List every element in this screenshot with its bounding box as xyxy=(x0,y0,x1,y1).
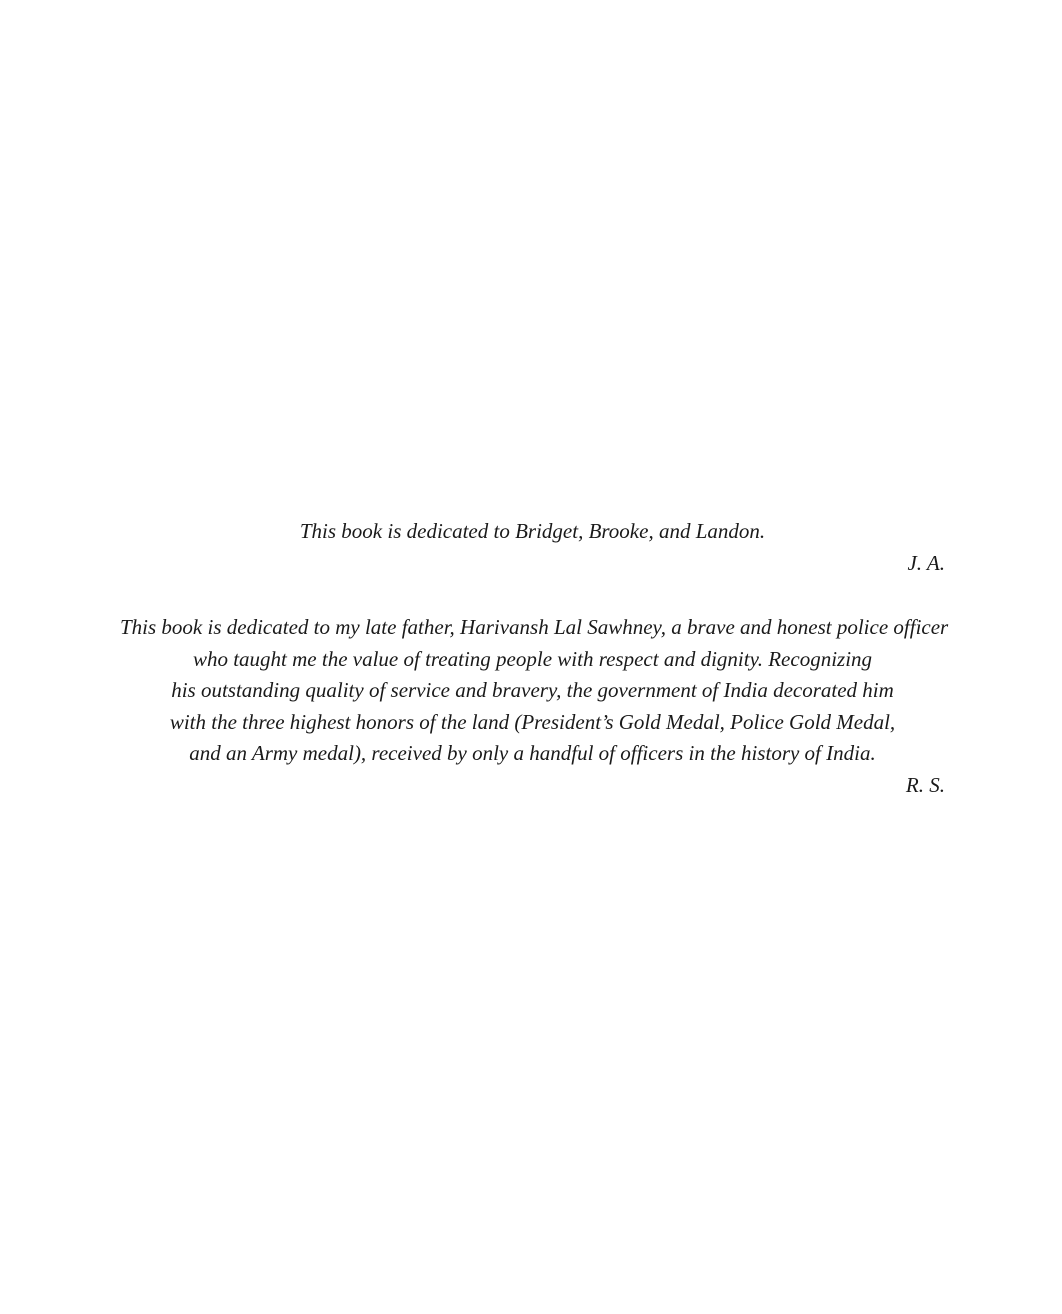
dedication-text-line: and an Army medal), received by only a handful of officers in the history of India. xyxy=(189,741,876,765)
dedication-signature: J. A. xyxy=(907,550,945,575)
dedication-second xyxy=(120,612,949,801)
dedication-first xyxy=(120,516,945,579)
dedication-text-line: with the three highest honors of the land (President’s Gold Medal, Police Gold Medal, xyxy=(169,709,896,734)
dedication-text-line: This book is dedicated to Bridget, Brooke, and Landon. xyxy=(299,519,766,543)
dedication-signature: R. S. xyxy=(905,772,945,797)
dedication-text-line: This book is dedicated to my late father, Harivansh Lal Sawhney, a brave and honest police officer xyxy=(120,615,949,639)
dedication-text-line: who taught me the value of treating people with respect and dignity. Recognizing xyxy=(192,646,873,671)
dedication-text-line: his outstanding quality of service and bravery, the government of India decorated him xyxy=(171,678,894,702)
